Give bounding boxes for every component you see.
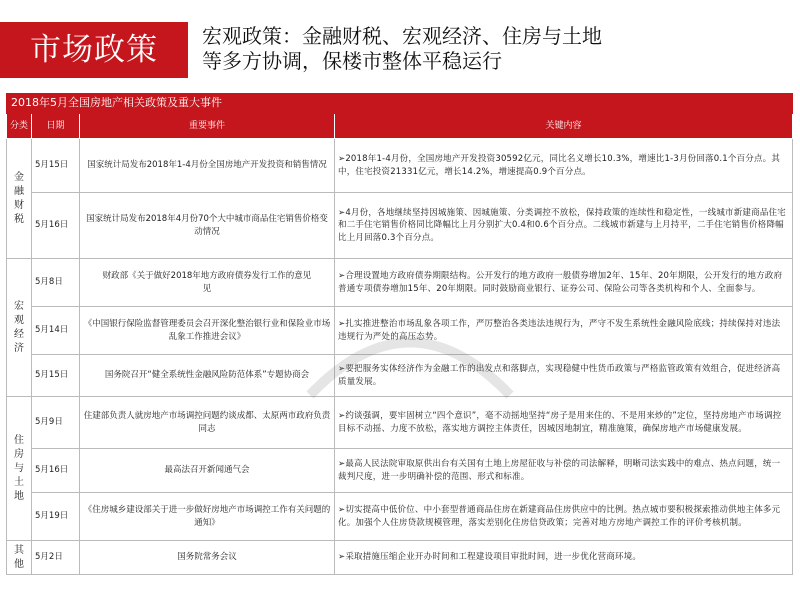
detail-cell: ➢约谈强调，要牢固树立“四个意识”，毫不动摇地坚持“房子是用来住的、不是用来炒的”定位，坚持房地产市场调控目标不动摇、力度不放松，落实地方调控主体责任，因城因地制宜，精准施策，确保房地产市场健康发展。 [335,397,793,449]
event-cell: 国家统计局发布2018年1-4月份全国房地产开发投资和销售情况 [80,139,335,193]
detail-cell: ➢最高人民法院审取原供出台有关国有土地上房屋征收与补偿的司法解释，明晰司法实践中的难点、热点问题，统一裁判尺度，进一步明确补偿的范围、形式和标准。 [335,449,793,493]
page-subtitle [202,24,602,74]
event-cell: 《住房城乡建设部关于进一步做好房地产市场调控工作有关问题的通知》 [80,493,335,541]
column-header-event: 重要事件 [80,114,335,139]
subtitle-line: 等多方协调，保楼市整体平稳运行 [202,49,502,73]
detail-cell: ➢要把服务实体经济作为金融工作的出发点和落脚点，实现稳健中性货币政策与严格监管政策有效组合，促进经济高质量发展。 [335,355,793,397]
table-row [7,355,793,397]
section-title: 市场政策 [0,22,188,78]
event-cell: 最高法召开新闻通气会 [80,449,335,493]
event-note: 见 [202,283,212,294]
column-header-category: 分类 [7,114,32,139]
detail-cell: ➢4月份，各地继续坚持因城施策、因城施策、分类调控不放松，保持政策的连续性和稳定性，一线城市新建商品住宅和二手住宅销售价格同比降幅比上月分别扩大0.4和0.6个百分点。二线城市新建与上月持平，二手住宅销售价格降幅比上月回落0.3个百分点。 [335,193,793,259]
event-cell: 国务院召开“健全系统性金融风险防范体系”专题协商会 [80,355,335,397]
date-cell: 5月19日 [32,493,80,541]
event-cell: 《中国银行保险监督管理委员会召开深化整治银行业和保险业市场乱象工作推进会议》 [80,307,335,355]
table-row [7,397,793,449]
table-row [7,493,793,541]
subtitle-line: 宏观政策：金融财税、宏观经济、住房与土地 [202,24,602,48]
table-row [7,307,793,355]
date-cell: 5月15日 [32,139,80,193]
date-cell: 5月8日 [32,259,80,307]
date-cell: 5月2日 [32,541,80,575]
event-text: 财政部《关于做好2018年地方政府债券发行工作的意见 [102,271,312,281]
date-cell: 5月9日 [32,397,80,449]
category-cell: 金融财税 [7,139,32,259]
category-cell: 其他 [7,541,32,575]
table-row [7,259,793,307]
detail-cell: ➢2018年1-4月份，全国房地产开发投资30592亿元，同比名义增长10.3%，增速比1-3月份回落0.1个百分点。其中，住宅投资21331亿元，增长14.2%，增速提高0.9个百分点。 [335,139,793,193]
column-header-detail: 关键内容 [335,114,793,139]
date-cell: 5月14日 [32,307,80,355]
category-cell: 住房与土地 [7,397,32,541]
table-row [7,541,793,575]
date-cell: 5月16日 [32,449,80,493]
column-header-date: 日期 [32,114,80,139]
table-row [7,449,793,493]
detail-cell: ➢采取措施压缩企业开办时间和工程建设项目审批时间，进一步优化营商环境。 [335,541,793,575]
policy-events-table [6,93,793,575]
table-row [7,139,793,193]
table-caption: 2018年5月全国房地产相关政策及重大事件 [7,94,793,114]
table-row [7,193,793,259]
date-cell: 5月16日 [32,193,80,259]
event-cell: 国务院常务会议 [80,541,335,575]
detail-cell: ➢切实提高中低价位、中小套型普通商品住房在新建商品住房供应中的比例。热点城市要积极探索推动供地主体多元化。加强个人住房贷款规模管理，落实差别化住房信贷政策；完善对地方房地产调控工作的评价考核机制。 [335,493,793,541]
detail-cell: ➢合理设置地方政府债券期限结构。公开发行的地方政府一般债券增加2年、15年、20年期限，公开发行的地方政府普通专项债券增加15年、20年期限。同时鼓励商业银行、证券公司、保险公司等各类机构和个人、全面参与。 [335,259,793,307]
detail-cell: ➢扎实推进整治市场乱象各项工作，严厉整治各类违法违规行为，严守不发生系统性金融风险底线；持续保持对违法违规行为严处的高压态势。 [335,307,793,355]
category-cell: 宏观经济 [7,259,32,397]
event-cell [80,259,335,307]
date-cell: 5月15日 [32,355,80,397]
event-cell: 住建部负责人就房地产市场调控问题约谈成都、太原两市政府负责同志 [80,397,335,449]
event-cell: 国家统计局发布2018年4月份70个大中城市商品住宅销售价格变动情况 [80,193,335,259]
